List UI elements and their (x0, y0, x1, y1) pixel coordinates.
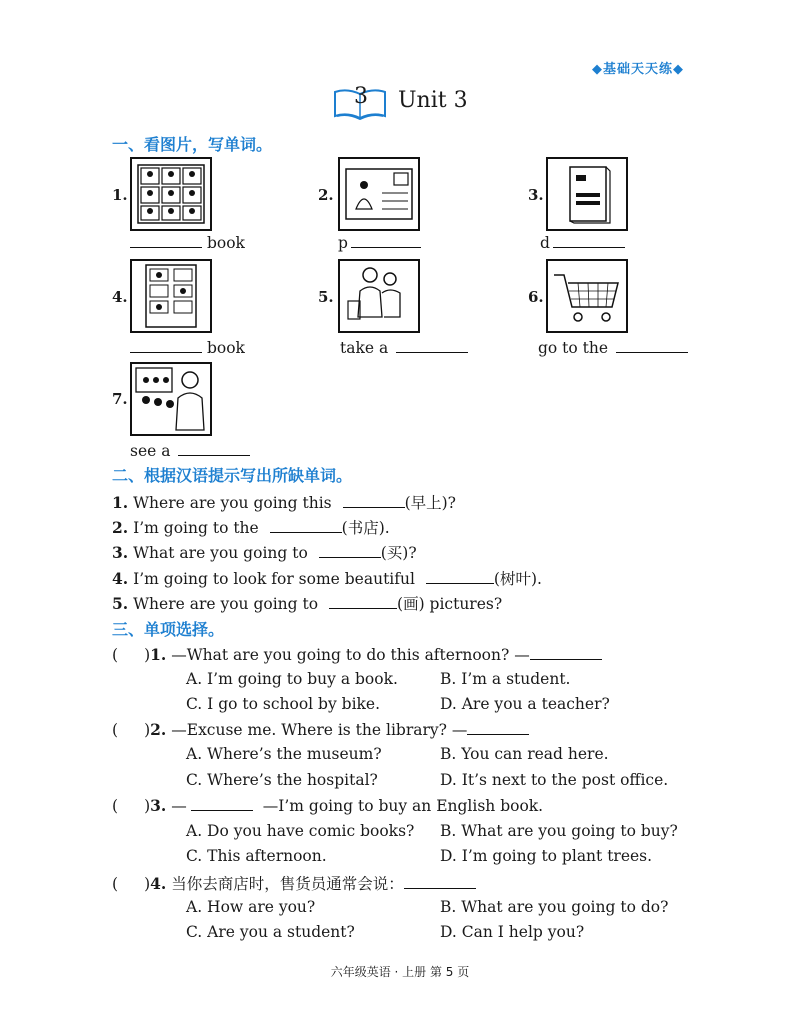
s3-q2 (112, 720, 529, 739)
section2-title: 二、根据汉语提示写出所缺单词。 (112, 466, 353, 485)
s2-item3-number: 3. (112, 543, 129, 562)
s3-q1-option-a[interactable]: A. I’m going to buy a book. (186, 670, 398, 688)
s3-q3-option-b[interactable]: B. What are you going to buy? (440, 822, 678, 840)
s3-q2-number: 2. (150, 720, 167, 739)
s2-item3-text: What are you going to (133, 544, 308, 562)
s1-item3-prefix: d (540, 234, 550, 252)
answer-blank[interactable] (553, 233, 625, 248)
answer-paren-open[interactable]: ( (112, 797, 119, 815)
page-title: Unit 3 (398, 88, 468, 113)
s1-item1-suffix: book (206, 234, 245, 252)
s2-item3 (112, 541, 417, 563)
s1-item6-line (538, 338, 688, 357)
s2-item4-number: 4. (112, 569, 129, 588)
s3-q4-option-a[interactable]: A. How are you? (186, 898, 316, 916)
s1-item6-number: 6. (528, 288, 544, 306)
answer-blank[interactable] (426, 569, 494, 584)
answer-paren-open[interactable]: ( (112, 721, 119, 739)
s1-item7-line (130, 441, 250, 460)
supermarket-cart-picture (546, 259, 628, 333)
section3-title: 三、单项选择。 (112, 620, 225, 639)
s2-item1-text: Where are you going this (133, 494, 332, 512)
answer-blank[interactable] (178, 441, 250, 456)
answer-blank[interactable] (467, 720, 529, 735)
series-tag: ◆基础天天练◆ (592, 62, 684, 77)
answer-blank[interactable] (404, 874, 476, 889)
s3-q2-option-b[interactable]: B. You can read here. (440, 745, 609, 763)
s3-q1-option-b[interactable]: B. I’m a student. (440, 670, 571, 688)
s1-item4-line (130, 338, 245, 357)
s1-item7-number: 7. (112, 390, 128, 408)
s2-item2 (112, 516, 390, 538)
answer-paren-close[interactable]: ) (144, 646, 151, 664)
s3-q4-number: 4. (150, 874, 167, 893)
s1-item7-prefix: see a (130, 442, 171, 460)
s3-q3-option-a[interactable]: A. Do you have comic books? (186, 822, 415, 840)
answer-paren-open[interactable]: ( (112, 875, 119, 893)
s3-q1-number: 1. (150, 645, 167, 664)
s3-q4-option-b[interactable]: B. What are you going to do? (440, 898, 669, 916)
s3-q1-text: —What are you going to do this afternoon? — (171, 646, 530, 664)
answer-paren-close[interactable]: ) (144, 721, 151, 739)
s1-item2-line (338, 233, 421, 252)
answer-paren-close[interactable]: ) (144, 797, 151, 815)
section1-title: 一、看图片，写单词。 (112, 135, 273, 154)
s3-q4-text: 当你去商店时，售货员通常会说： (171, 875, 404, 893)
s3-q1-option-c[interactable]: C. I go to school by bike. (186, 695, 381, 713)
s2-item2-number: 2. (112, 518, 129, 537)
s2-item1-number: 1. (112, 493, 129, 512)
s3-q3-text: —I’m going to buy an English book. (262, 797, 544, 815)
s1-item6-prefix: go to the (538, 339, 609, 357)
s2-item2-hint: (书店). (341, 519, 390, 537)
s1-item4-suffix: book (206, 339, 245, 357)
s2-item5-hint: (画) pictures? (397, 595, 503, 613)
s3-q3 (112, 796, 543, 815)
s1-item3-number: 3. (528, 186, 544, 204)
s1-item1-number: 1. (112, 186, 128, 204)
comic-book-picture (130, 157, 212, 231)
s3-q3-number: 3. (150, 796, 167, 815)
s1-item4-number: 4. (112, 288, 128, 306)
s3-q1-option-d[interactable]: D. Are you a teacher? (440, 695, 610, 713)
answer-blank[interactable] (329, 594, 397, 609)
s2-item1 (112, 491, 456, 513)
answer-blank[interactable] (130, 338, 202, 353)
s3-q3-dash: — (171, 797, 187, 815)
s1-item3-line (540, 233, 625, 252)
answer-blank[interactable] (191, 796, 253, 811)
s2-item2-text: I’m going to the (133, 519, 259, 537)
unit-number: 3 (354, 84, 368, 109)
answer-blank[interactable] (530, 645, 602, 660)
answer-blank[interactable] (343, 493, 405, 508)
answer-blank[interactable] (616, 338, 688, 353)
s3-q4 (112, 872, 476, 894)
s1-item5-line (340, 338, 468, 357)
s2-item4-hint: (树叶). (493, 570, 542, 588)
s3-q2-text: —Excuse me. Where is the library? — (171, 721, 468, 739)
s3-q3-option-d[interactable]: D. I’m going to plant trees. (440, 847, 653, 865)
s3-q4-option-d[interactable]: D. Can I help you? (440, 923, 585, 941)
dictionary-picture (546, 157, 628, 231)
s3-q2-option-a[interactable]: A. Where’s the museum? (186, 745, 382, 763)
s2-item3-hint: (买)? (380, 544, 417, 562)
s2-item5-text: Where are you going to (133, 595, 319, 613)
film-picture (130, 362, 212, 436)
answer-paren-open[interactable]: ( (112, 646, 119, 664)
answer-blank[interactable] (351, 233, 421, 248)
s2-item5-number: 5. (112, 594, 129, 613)
s1-item5-prefix: take a (340, 339, 389, 357)
trip-picture (338, 259, 420, 333)
page-footer: 六年级英语 · 上册 第 5 页 (330, 965, 470, 979)
s2-item4-text: I’m going to look for some beautiful (133, 570, 415, 588)
postcard-picture (338, 157, 420, 231)
answer-blank[interactable] (130, 233, 202, 248)
answer-blank[interactable] (396, 338, 468, 353)
s1-item5-number: 5. (318, 288, 334, 306)
s2-item4 (112, 567, 542, 589)
s3-q3-option-c[interactable]: C. This afternoon. (186, 847, 327, 865)
s1-item2-prefix: p (338, 234, 348, 252)
answer-blank[interactable] (270, 518, 342, 533)
word-book-picture (130, 259, 212, 333)
s2-item5 (112, 592, 502, 614)
s3-q2-option-c[interactable]: C. Where’s the hospital? (186, 771, 378, 789)
answer-blank[interactable] (319, 543, 381, 558)
s1-item1-line (130, 233, 245, 252)
s2-item1-hint: (早上)? (404, 494, 456, 512)
s3-q4-option-c[interactable]: C. Are you a student? (186, 923, 355, 941)
s1-item2-number: 2. (318, 186, 334, 204)
s3-q1 (112, 645, 602, 664)
answer-paren-close[interactable]: ) (144, 875, 151, 893)
s3-q2-option-d[interactable]: D. It’s next to the post office. (440, 771, 669, 789)
